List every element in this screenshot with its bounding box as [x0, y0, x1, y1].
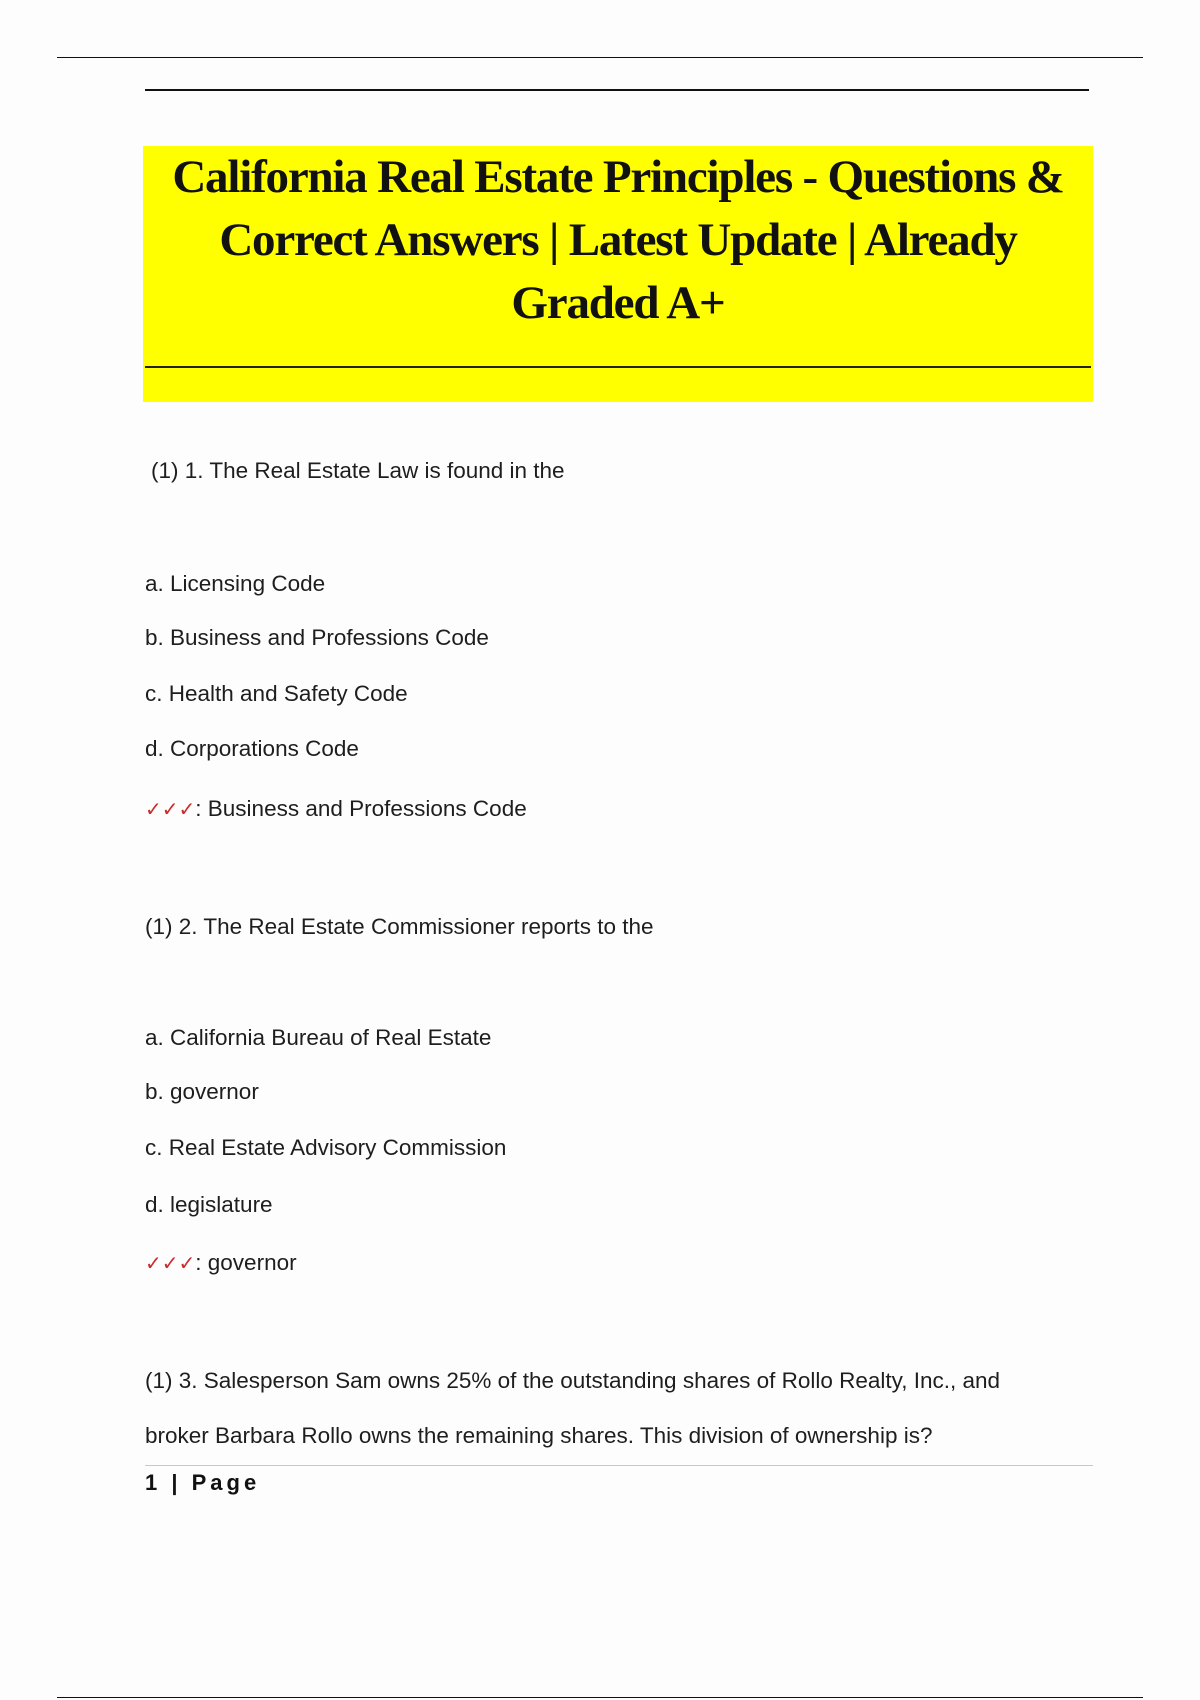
question-3-prompt-line-1: (1) 3. Salesperson Sam owns 25% of the outstanding shares of Rollo Realty, Inc., and — [145, 1368, 1001, 1393]
question-2-option-c: c. Real Estate Advisory Commission — [145, 1135, 507, 1160]
question-1-answer — [145, 794, 527, 824]
question-1-option-a: a. Licensing Code — [145, 571, 326, 596]
question-3-prompt-line-2: broker Barbara Rollo owns the remaining shares. This division of ownership is? — [145, 1423, 933, 1448]
page-top-rule — [57, 57, 1143, 58]
question-1-prompt: (1) 1. The Real Estate Law is found in the — [151, 458, 565, 483]
answer-text: : governor — [195, 1250, 297, 1275]
title-line: Correct Answers | Latest Update | Already — [219, 214, 1017, 266]
header-rule — [145, 89, 1089, 91]
title-line: California Real Estate Principles - Questions & — [172, 151, 1064, 203]
check-marks-icon: ✓✓✓ — [145, 1251, 196, 1275]
question-1-option-c: c. Health and Safety Code — [145, 681, 408, 706]
document-title — [143, 146, 1093, 335]
question-2-prompt: (1) 2. The Real Estate Commissioner reports to the — [145, 914, 654, 939]
question-1-option-b: b. Business and Professions Code — [145, 625, 489, 650]
question-1-option-d: d. Corporations Code — [145, 736, 359, 761]
title-line: Graded A+ — [511, 277, 725, 329]
answer-text: : Business and Professions Code — [195, 796, 527, 821]
question-2-option-d: d. legislature — [145, 1192, 273, 1217]
check-marks-icon: ✓✓✓ — [145, 797, 196, 821]
question-2-option-b: b. governor — [145, 1079, 259, 1104]
page-number: 1 | Page — [145, 1470, 261, 1495]
title-rule — [145, 366, 1091, 368]
footer-rule — [145, 1465, 1093, 1466]
question-2-answer — [145, 1248, 297, 1278]
page-bottom-rule — [57, 1697, 1143, 1698]
title-banner — [143, 146, 1093, 402]
question-2-option-a: a. California Bureau of Real Estate — [145, 1025, 492, 1050]
